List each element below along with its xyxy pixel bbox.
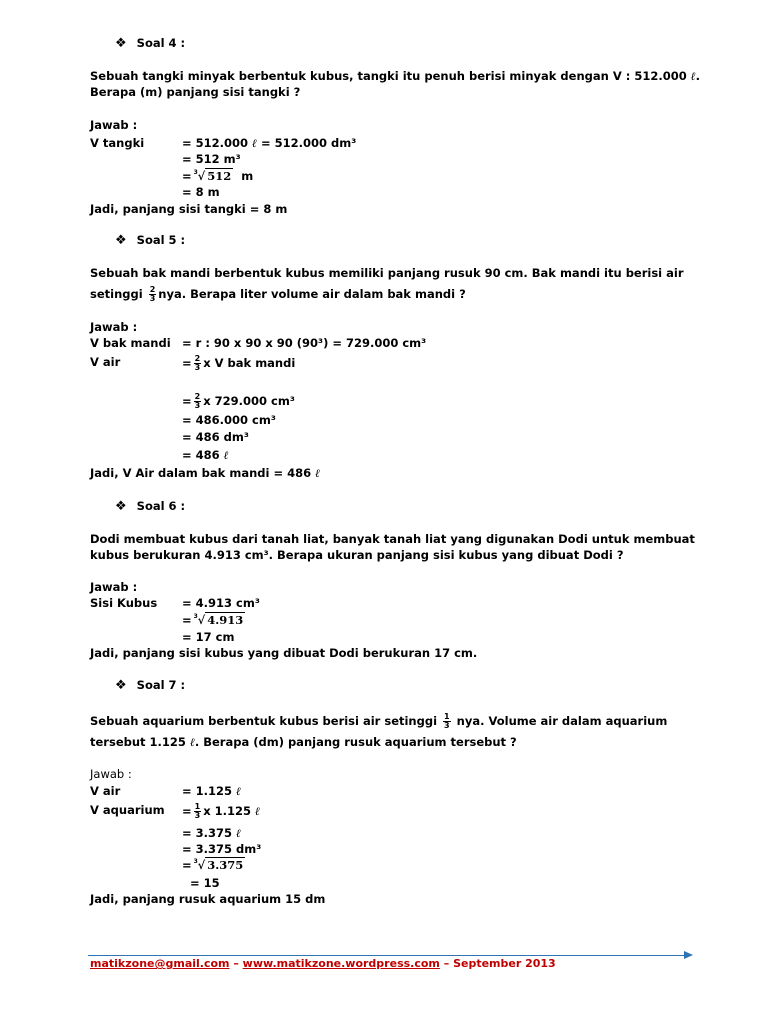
soal-6-step-3: = 17 cm xyxy=(182,630,235,644)
fraction: $\frac{1}{3}$ xyxy=(444,712,450,730)
soal-5-label-v-air: V air xyxy=(90,355,121,369)
soal-7-step-6: = 15 xyxy=(190,876,220,890)
soal-5-label-v-bak-mandi: V bak mandi xyxy=(90,336,171,350)
footer xyxy=(90,957,556,970)
diamond-bullet-icon: ❖ xyxy=(115,233,127,248)
footer-email-link[interactable]: matikzone@gmail.com xyxy=(90,957,230,970)
liter-symbol: ℓ xyxy=(690,69,696,83)
soal-6-label-sisi-kubus: Sisi Kubus xyxy=(90,596,158,610)
soal-5-question-line-2: setinggi $\frac{2}{3}$ nya. Berapa liter volume air dalam bak mandi ? xyxy=(90,285,466,303)
soal-7-label-v-aquarium: V aquarium xyxy=(90,803,165,817)
soal-5-step-5: = 486 dm³ xyxy=(182,430,249,444)
soal-4-conclusion: Jadi, panjang sisi tangki = 8 m xyxy=(90,202,288,216)
diamond-bullet-icon: ❖ xyxy=(115,36,127,51)
soal-7-question-line-1: Sebuah aquarium berbentuk kubus berisi air setinggi $\frac{1}{3}$ nya. Volume air dalam aquarium xyxy=(90,712,668,730)
diamond-bullet-icon: ❖ xyxy=(115,499,127,514)
soal-5-jawab: Jawab : xyxy=(90,320,138,334)
soal-6-step-2: = 3 √ 4.913 xyxy=(182,613,244,627)
footer-arrow-icon xyxy=(684,951,693,959)
soal-6-question-line-2: kubus berukuran 4.913 cm³. Berapa ukuran panjang sisi kubus yang dibuat Dodi ? xyxy=(90,548,624,562)
cube-root: 3 √ 3.375 xyxy=(193,858,244,872)
soal-4-step-2: = 512 m³ xyxy=(182,152,241,166)
soal-5-step-1: = r : 90 x 90 x 90 (90³) = 729.000 cm³ xyxy=(182,336,427,350)
soal-4-step-4: = 8 m xyxy=(182,185,220,199)
soal-4-step-1: = 512.000 ℓ = 512.000 dm³ xyxy=(182,136,357,150)
soal-5-step-4: = 486.000 cm³ xyxy=(182,413,276,427)
soal-7-step-2: = $\frac{1}{3}$ x 1.125 ℓ xyxy=(182,802,260,820)
soal-7-step-3: = 3.375 ℓ xyxy=(182,826,241,840)
soal-5-step-3: = $\frac{2}{3}$ x 729.000 cm³ xyxy=(182,392,295,410)
footer-separator: – xyxy=(229,957,243,970)
soal-5-conclusion: Jadi, V Air dalam bak mandi = 486 ℓ xyxy=(90,466,321,480)
soal-6-jawab: Jawab : xyxy=(90,580,138,594)
soal-5-step-6: = 486 ℓ xyxy=(182,448,229,462)
cube-root: 3 √ 512 xyxy=(193,169,232,183)
soal-7-step-1: = 1.125 ℓ xyxy=(182,784,241,798)
soal-4-question-line-2: Berapa (m) panjang sisi tangki ? xyxy=(90,85,301,99)
soal-7-jawab: Jawab : xyxy=(90,767,132,781)
soal-5-question-line-1: Sebuah bak mandi berbentuk kubus memiliki panjang rusuk 90 cm. Bak mandi itu berisi air xyxy=(90,266,684,280)
soal-4-step-3: = 3 √ 512 m xyxy=(182,169,254,183)
soal-4-heading: ❖ Soal 4 : xyxy=(115,36,186,51)
footer-separator: – xyxy=(439,957,454,970)
footer-date: September 2013 xyxy=(453,957,556,970)
soal-7-label-v-air: V air xyxy=(90,784,121,798)
soal-7-step-5: = 3 √ 3.375 xyxy=(182,858,244,872)
soal-4-jawab: Jawab : xyxy=(90,118,138,132)
fraction: $\frac{2}{3}$ xyxy=(149,285,156,303)
soal-5-step-2: = $\frac{2}{3}$ x V bak mandi xyxy=(182,354,296,372)
soal-6-heading: ❖ Soal 6 : xyxy=(115,499,186,514)
soal-6-step-1: = 4.913 cm³ xyxy=(182,596,260,610)
soal-4-question-line-1: Sebuah tangki minyak berbentuk kubus, tangki itu penuh berisi minyak dengan V : 512.000 ℓ. xyxy=(90,69,701,83)
soal-4-label-v-tangki: V tangki xyxy=(90,136,145,150)
soal-6-conclusion: Jadi, panjang sisi kubus yang dibuat Dodi berukuran 17 cm. xyxy=(90,646,478,660)
soal-6-question-line-1: Dodi membuat kubus dari tanah liat, banyak tanah liat yang digunakan Dodi untuk membuat xyxy=(90,532,695,546)
soal-7-conclusion: Jadi, panjang rusuk aquarium 15 dm xyxy=(90,892,326,906)
soal-7-question-line-2: tersebut 1.125 ℓ. Berapa (dm) panjang rusuk aquarium tersebut ? xyxy=(90,735,517,749)
soal-5-heading: ❖ Soal 5 : xyxy=(115,233,186,248)
soal-7-step-4: = 3.375 dm³ xyxy=(182,842,262,856)
diamond-bullet-icon: ❖ xyxy=(115,678,127,693)
cube-root: 3 √ 4.913 xyxy=(193,613,244,627)
footer-divider xyxy=(88,955,686,956)
soal-7-heading: ❖ Soal 7 : xyxy=(115,678,186,693)
footer-website-link[interactable]: www.matikzone.wordpress.com xyxy=(242,957,440,970)
